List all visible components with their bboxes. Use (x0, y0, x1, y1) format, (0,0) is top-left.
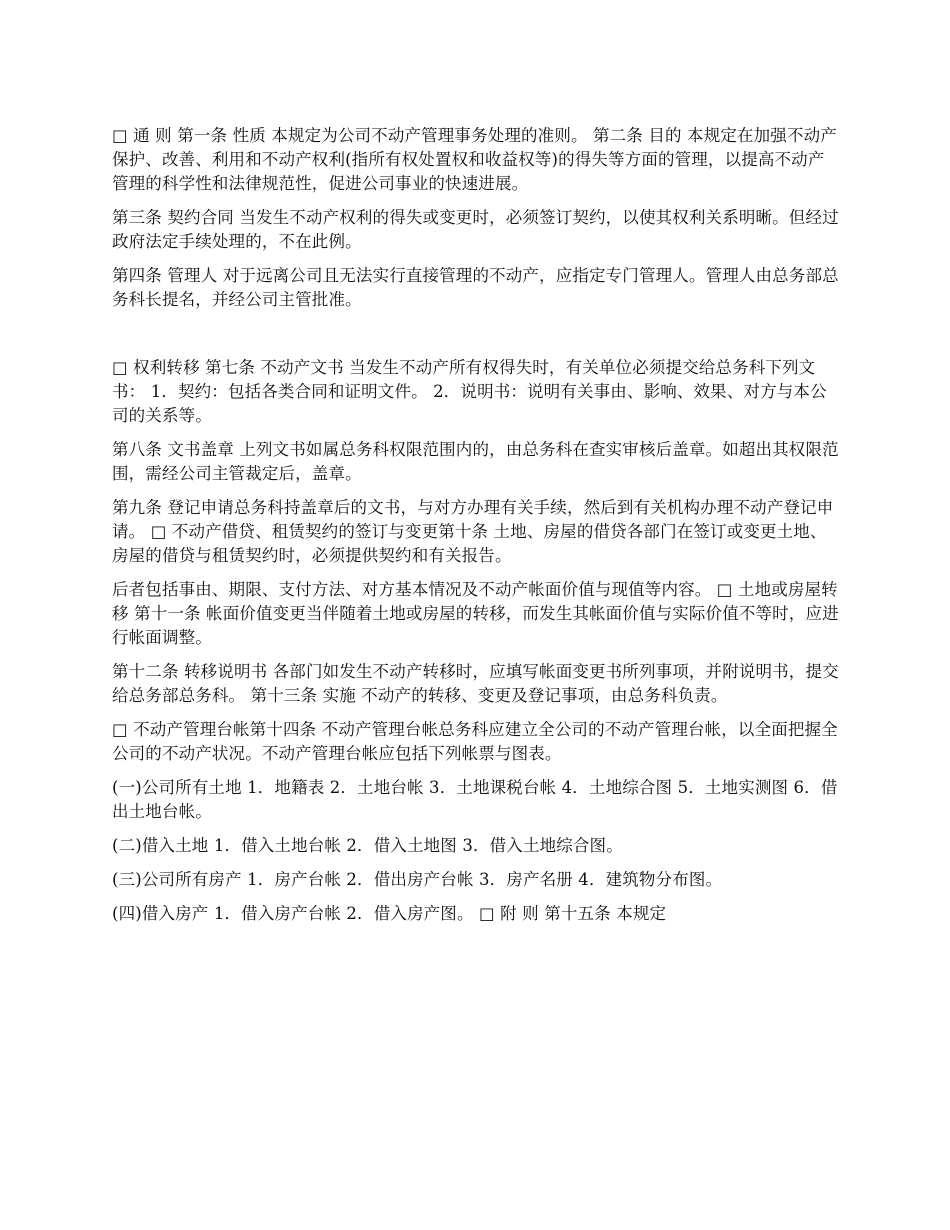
paragraph-article-3: 第三条 契约合同 当发生不动产权利的得失或变更时，必须签订契约，以使其权利关系明晰。但经过政府法定手续处理的，不在此例。 (112, 208, 839, 251)
paragraph-general-provisions: □ 通 则 第一条 性质 本规定为公司不动产管理事务处理的准则。 第二条 目的 本规定在加强不动产保护、改善、利用和不动产权利(指所有权处置权和收益权等)的得失等方面的管理，以提高不动产管理的科学性和法律规范性，促进公司事业的快速进展。 (112, 126, 837, 193)
list-item-borrowed-property: (四)借入房产 1．借入房产台帐 2．借入房产图。 □ 附 则 第十五条 本规定 (112, 904, 667, 923)
list-item-borrowed-land: (二)借入土地 1．借入土地台帐 2．借入土地图 3．借入土地综合图。 (112, 836, 623, 855)
paragraph-article-4: 第四条 管理人 对于远离公司且无法实行直接管理的不动产，应指定专门管理人。管理人由总务部总务科长提名，并经公司主管批准。 (112, 266, 839, 309)
paragraph-article-11: 后者包括事由、期限、支付方法、对方基本情况及不动产帐面价值与现值等内容。 □ 土地或房屋转移 第十一条 帐面价值变更当伴随着土地或房屋的转移，而发生其帐面价值与实际价值不等时，应进行帐面调整。 (112, 580, 839, 647)
paragraph-article-8: 第八条 文书盖章 上列文书如属总务科权限范围内的，由总务科在查实审核后盖章。如超出其权限范围，需经公司主管裁定后，盖章。 (112, 440, 839, 483)
paragraph-rights-transfer: □ 权利转移 第七条 不动产文书 当发生不动产所有权得失时，有关单位必须提交给总务科下列文书： 1．契约：包括各类合同和证明文件。 2．说明书：说明有关事由、影响、效果、对方与本公司的关系等。 (112, 358, 827, 425)
paragraph-article-12: 第十二条 转移说明书 各部门如发生不动产转移时，应填写帐面变更书所列事项，并附说明书，提交给总务部总务科。 第十三条 实施 不动产的转移、变更及登记事项，由总务科负责。 (112, 662, 839, 705)
document-body (112, 124, 840, 936)
list-item-company-land: (一)公司所有土地 1．地籍表 2．土地台帐 3．土地课税台帐 4．土地综合图 5．土地实测图 6．借出土地台帐。 (112, 778, 838, 821)
paragraph-article-9: 第九条 登记申请总务科持盖章后的文书，与对方办理有关手续，然后到有关机构办理不动产登记申请。 □ 不动产借贷、租赁契约的签订与变更第十条 土地、房屋的借贷各部门在签订或变更土地、房屋的借贷与租赁契约时，必须提供契约和有关报告。 (112, 498, 834, 565)
section-spacer (112, 322, 840, 356)
paragraph-ledger-section: □ 不动产管理台帐第十四条 不动产管理台帐总务科应建立全公司的不动产管理台帐，以全面把握全公司的不动产状况。不动产管理台帐应包括下列帐票与图表。 (112, 720, 838, 763)
list-item-company-property: (三)公司所有房产 1．房产台帐 2．借出房产台帐 3．房产名册 4．建筑物分布图。 (112, 870, 723, 889)
